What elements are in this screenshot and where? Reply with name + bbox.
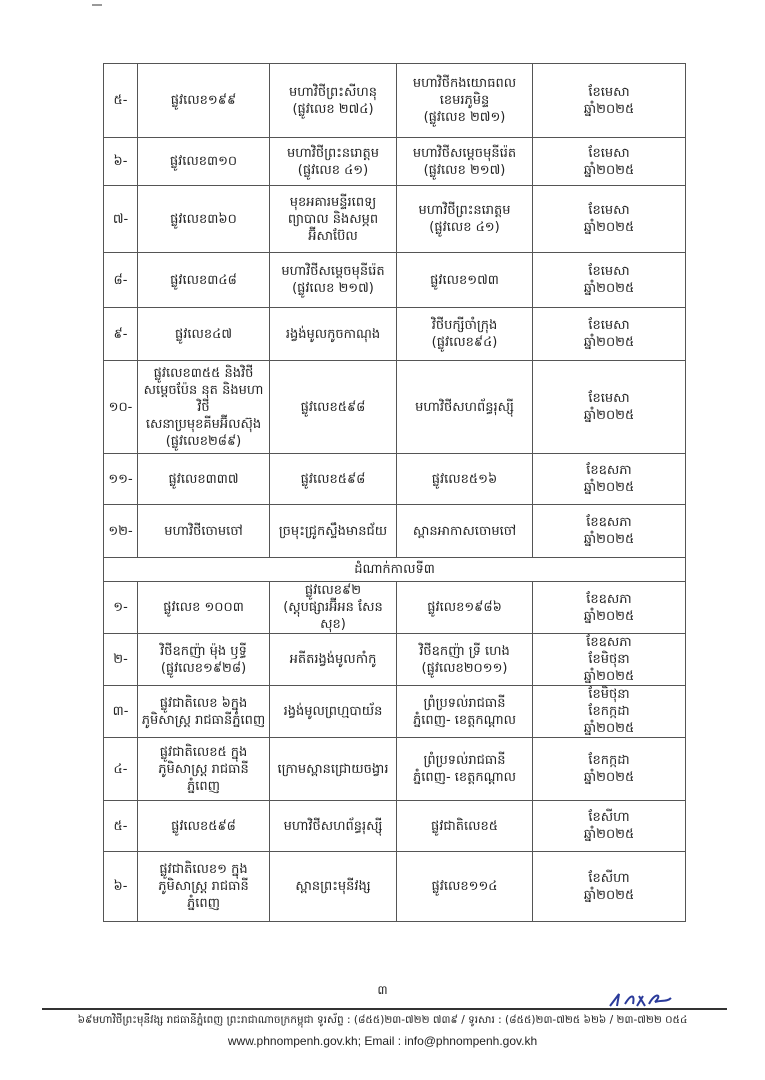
cell-time: ខែមេសា ឆ្នាំ២០២៥	[533, 138, 686, 186]
cell-from: អតីតរង្វង់មូលកាំកូ	[270, 634, 397, 686]
cell-no: ៤-	[104, 738, 138, 801]
cell-no: ៧-	[104, 186, 138, 253]
cell-time: ខែសីហា ឆ្នាំ២០២៥	[533, 801, 686, 852]
footer-web-email: www.phnompenh.gov.kh; Email : info@phnompenh.gov.kh	[227, 1034, 538, 1048]
table-row	[104, 64, 686, 138]
cell-street: ផ្លូវជាតិលេខ ៦ក្នុង ភូមិសាស្ត្រ រាជធានីភ្នំពេញ	[138, 686, 270, 738]
cell-street: ផ្លូវជាតិលេខ៥ ក្នុង ភូមិសាស្ត្រ រាជធានី ភ្នំពេញ	[138, 738, 270, 801]
cell-no: ៦-	[104, 852, 138, 922]
cell-time: ខែឧសភា ឆ្នាំ២០២៥	[533, 582, 686, 634]
table-row	[104, 138, 686, 186]
cell-street: ផ្លូវលេខ៥៩៨	[138, 801, 270, 852]
phase-heading: ដំណាក់កាលទី៣	[104, 558, 686, 582]
cell-time: ខែឧសភា ឆ្នាំ២០២៥	[533, 454, 686, 505]
cell-no: ៩-	[104, 308, 138, 361]
cell-to: ព្រំប្រទល់រាជធានី ភ្នំពេញ- ខេត្តកណ្តាល	[397, 738, 533, 801]
footer-address: ៦៩មហាវិថីព្រះមុនីវង្ស រាជធានីភ្នំពេញ ព្រះរាជាណាចក្រកម្ពុជា ទូរស័ព្ទ : (៨៥៥)២៣-៧២២ ៧៣៩ / ទូរសារ : (៨៥៥)២៣-៧២៥ ៦២៦ / ២៣-៧២២ ០៥៤	[77, 1014, 688, 1026]
cell-street: ផ្លូវលេខ៣៥៥ និងវិថី សម្តេចប៉ែន នុត និងមហាវិថី សេនាប្រមុខគីមអ៊ីលស៊ុង (ផ្លូវលេខ២៨៩)	[138, 361, 270, 454]
cell-street: ផ្លូវលេខ៣១០	[138, 138, 270, 186]
cell-to: មហាវិថីព្រះនរោត្តម (ផ្លូវលេខ ៤១)	[397, 186, 533, 253]
table-row	[104, 186, 686, 253]
page-number: ៣	[377, 983, 388, 997]
table-row	[104, 686, 686, 738]
cell-no: ២-	[104, 634, 138, 686]
table-row	[104, 634, 686, 686]
cell-street: ផ្លូវលេខ៣៣៧	[138, 454, 270, 505]
table-row	[104, 505, 686, 558]
cell-no: ៨-	[104, 253, 138, 308]
road-schedule-table	[103, 63, 686, 922]
cell-from: រង្វង់មូលកូចកាណុង	[270, 308, 397, 361]
table-row	[104, 361, 686, 454]
cell-street: ផ្លូវជាតិលេខ១ ក្នុង ភូមិសាស្ត្រ រាជធានី ភ្នំពេញ	[138, 852, 270, 922]
cell-street: ផ្លូវលេខ៣៦០	[138, 186, 270, 253]
cell-no: ៣-	[104, 686, 138, 738]
cell-no: ៦-	[104, 138, 138, 186]
phase-heading-row	[104, 558, 686, 582]
cell-time: ខែឧសភា ឆ្នាំ២០២៥	[533, 505, 686, 558]
cell-from: មហាវិថីសហព័ន្ធរុស្ស៊ី	[270, 801, 397, 852]
cell-no: ១-	[104, 582, 138, 634]
cell-to: ផ្លូវលេខ១១៤	[397, 852, 533, 922]
cell-from: មហាវិថីព្រះនរោត្តម (ផ្លូវលេខ ៤១)	[270, 138, 397, 186]
cell-to: វិថីបក្សីចាំក្រុង (ផ្លូវលេខ៩៤)	[397, 308, 533, 361]
cell-no: ១១-	[104, 454, 138, 505]
cell-from: រង្វង់មូលព្រហ្មបាយ័ន	[270, 686, 397, 738]
cell-to: មហាវិថីសម្តេចមុនីរ៉េត (ផ្លូវលេខ ២១៧)	[397, 138, 533, 186]
cell-street: មហាវិថីចោមចៅ	[138, 505, 270, 558]
cell-no: ៥-	[104, 64, 138, 138]
table-row	[104, 582, 686, 634]
cell-from: ក្រោមស្ពានជ្រោយចង្វារ	[270, 738, 397, 801]
table-row	[104, 738, 686, 801]
table-row	[104, 801, 686, 852]
cell-time: ខែមេសា ឆ្នាំ២០២៥	[533, 308, 686, 361]
cell-to: ផ្លូវជាតិលេខ៥	[397, 801, 533, 852]
cell-time: ខែឧសភា ខែមិថុនា ឆ្នាំ២០២៥	[533, 634, 686, 686]
cell-to: ផ្លូវលេខ៥១៦	[397, 454, 533, 505]
cell-street: ផ្លូវលេខ៣៤៨	[138, 253, 270, 308]
cell-from: មុខអគារមន្ទីរពេទ្យ ព្យាបាល និងសម្ភព អ៊ីសាប៊ែល	[270, 186, 397, 253]
cell-time: ខែមិថុនា ខែកក្កដា ឆ្នាំ២០២៥	[533, 686, 686, 738]
cell-time: ខែមេសា ឆ្នាំ២០២៥	[533, 253, 686, 308]
cell-to: មហាវិថីសហព័ន្ធរុស្ស៊ី	[397, 361, 533, 454]
cell-to: ផ្លូវលេខ១៧៣	[397, 253, 533, 308]
cell-from: មហាវិថីព្រះសីហនុ (ផ្លូវលេខ ២៧៤)	[270, 64, 397, 138]
cell-to: វិថីឧកញ៉ា ទ្រី ហេង (ផ្លូវលេខ២០១១)	[397, 634, 533, 686]
cell-to: ព្រំប្រទល់រាជធានី ភ្នំពេញ- ខេត្តកណ្តាល	[397, 686, 533, 738]
cell-time: ខែកក្កដា ឆ្នាំ២០២៥	[533, 738, 686, 801]
cell-time: ខែមេសា ឆ្នាំ២០២៥	[533, 186, 686, 253]
cell-time: ខែសីហា ឆ្នាំ២០២៥	[533, 852, 686, 922]
cell-street: ផ្លូវលេខ៤៧	[138, 308, 270, 361]
cell-to: ផ្លូវលេខ១៩៨៦	[397, 582, 533, 634]
cell-to: ស្ពានអាកាសចោមចៅ	[397, 505, 533, 558]
cell-from: ផ្លូវលេខ៥៩៨	[270, 454, 397, 505]
table-row	[104, 253, 686, 308]
cell-street: ផ្លូវលេខ១៩៩	[138, 64, 270, 138]
cell-time: ខែមេសា ឆ្នាំ២០២៥	[533, 64, 686, 138]
scan-mark	[92, 4, 102, 6]
cell-from: ច្រមុះជ្រូកស្ទឹងមានជ័យ	[270, 505, 397, 558]
cell-street: វិថីឧកញ៉ា ម៉ុង ឫទ្ធី (ផ្លូវលេខ១៩២៨)	[138, 634, 270, 686]
cell-no: ៥-	[104, 801, 138, 852]
table-row	[104, 454, 686, 505]
cell-no: ១២-	[104, 505, 138, 558]
table-row	[104, 852, 686, 922]
cell-from: ផ្លូវលេខ៩២ (ស្តុបផ្សារអ៊ីអន សែនសុខ)	[270, 582, 397, 634]
cell-time: ខែមេសា ឆ្នាំ២០២៥	[533, 361, 686, 454]
cell-from: ផ្លូវលេខ៥៩៨	[270, 361, 397, 454]
cell-to: មហាវិថីកងយោធពល ខេមរភូមិន្ទ (ផ្លូវលេខ ២៧១)	[397, 64, 533, 138]
footer-divider	[42, 1008, 727, 1010]
cell-from: មហាវិថីសម្តេចមុនីរ៉េត (ផ្លូវលេខ ២១៧)	[270, 253, 397, 308]
cell-from: ស្ពានព្រះមុនីវង្ស	[270, 852, 397, 922]
table-row	[104, 308, 686, 361]
initials-signature	[605, 990, 675, 1010]
cell-street: ផ្លូវលេខ ១០០៣	[138, 582, 270, 634]
cell-no: ១០-	[104, 361, 138, 454]
